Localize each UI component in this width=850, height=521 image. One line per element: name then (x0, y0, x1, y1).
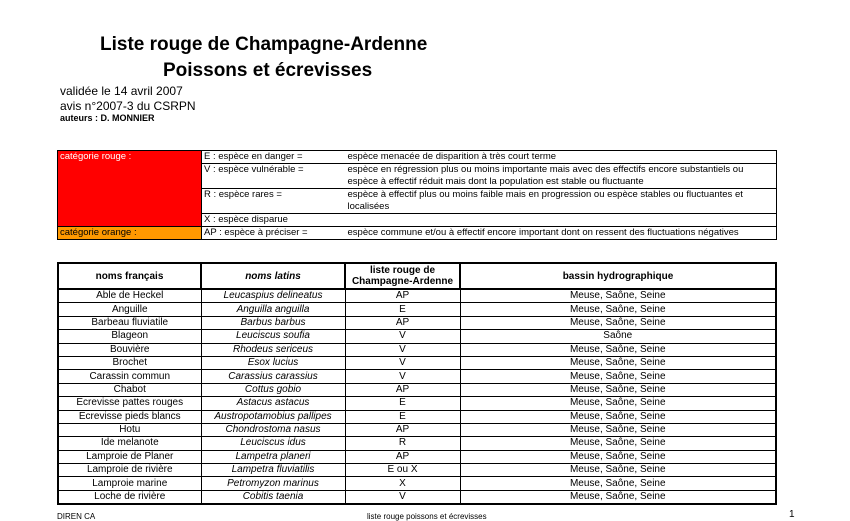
latin-name-cell: Lampetra planeri (201, 450, 345, 463)
basin-cell: Meuse, Saône, Seine (460, 437, 776, 450)
french-name-cell: Anguille (58, 303, 201, 316)
legend-code: X : espèce disparue (202, 214, 346, 227)
french-name-cell: Lamproie de Planer (58, 450, 201, 463)
header-basin: bassin hydrographique (460, 263, 776, 289)
red-list-cell: AP (345, 383, 460, 396)
latin-name-cell: Austropotamobius pallipes (201, 410, 345, 423)
category-legend (57, 150, 777, 240)
legend-row (58, 151, 777, 164)
basin-cell: Meuse, Saône, Seine (460, 450, 776, 463)
table-row (58, 370, 776, 383)
legend-description: espèce à effectif plus ou moins faible mais en progression ou espèce stables ou fluctuantes et localisées (346, 189, 777, 214)
french-name-cell: Lamproie de rivière (58, 464, 201, 477)
header-french-name: noms français (58, 263, 201, 289)
page-number: 1 (789, 509, 795, 520)
red-list-cell: V (345, 330, 460, 343)
french-name-cell: Hotu (58, 423, 201, 436)
french-name-cell: Blageon (58, 330, 201, 343)
table-row (58, 450, 776, 463)
red-list-cell: AP (345, 450, 460, 463)
red-list-cell: E ou X (345, 464, 460, 477)
french-name-cell: Able de Heckel (58, 289, 201, 303)
basin-cell: Meuse, Saône, Seine (460, 356, 776, 369)
legend-code: AP : espèce à préciser = (202, 227, 346, 240)
red-list-cell: V (345, 356, 460, 369)
species-table (57, 262, 777, 505)
header-red-list: liste rouge de Champagne-Ardenne (345, 263, 460, 289)
footer-left: DIREN CA (57, 512, 96, 521)
french-name-cell: Carassin commun (58, 370, 201, 383)
basin-cell: Meuse, Saône, Seine (460, 423, 776, 436)
red-list-cell: E (345, 397, 460, 410)
basin-cell: Meuse, Saône, Seine (460, 410, 776, 423)
red-list-cell: V (345, 343, 460, 356)
latin-name-cell: Cobitis taenia (201, 490, 345, 504)
red-list-cell: AP (345, 289, 460, 303)
validation-date: validée le 14 avril 2007 (60, 84, 183, 98)
table-row (58, 303, 776, 316)
document-title: Liste rouge de Champagne-Ardenne (100, 34, 428, 55)
latin-name-cell: Lampetra fluviatilis (201, 464, 345, 477)
latin-name-cell: Cottus gobio (201, 383, 345, 396)
latin-name-cell: Chondrostoma nasus (201, 423, 345, 436)
table-row (58, 330, 776, 343)
table-row (58, 356, 776, 369)
basin-cell: Meuse, Saône, Seine (460, 343, 776, 356)
basin-cell: Meuse, Saône, Seine (460, 370, 776, 383)
csrpn-avis: avis n°2007-3 du CSRPN (60, 99, 196, 113)
table-header-row (58, 263, 776, 289)
french-name-cell: Ecrevisse pieds blancs (58, 410, 201, 423)
table-row (58, 289, 776, 303)
red-list-cell: R (345, 437, 460, 450)
red-list-cell: AP (345, 316, 460, 329)
latin-name-cell: Leuciscus idus (201, 437, 345, 450)
latin-name-cell: Anguilla anguilla (201, 303, 345, 316)
table-row (58, 397, 776, 410)
latin-name-cell: Leucaspius delineatus (201, 289, 345, 303)
latin-name-cell: Barbus barbus (201, 316, 345, 329)
category-orange-label: catégorie orange : (58, 227, 202, 240)
basin-cell: Meuse, Saône, Seine (460, 464, 776, 477)
authors: auteurs : D. MONNIER (60, 113, 155, 123)
legend-description: espèce en régression plus ou moins importante mais avec des effectifs encore substantiels ou espèce à effectif réduit mais dont la population est stable ou fluctuante (346, 164, 777, 189)
legend-description (346, 214, 777, 227)
basin-cell: Meuse, Saône, Seine (460, 316, 776, 329)
basin-cell: Meuse, Saône, Seine (460, 477, 776, 490)
table-row (58, 437, 776, 450)
french-name-cell: Loche de rivière (58, 490, 201, 504)
table-row (58, 343, 776, 356)
french-name-cell: Lamproie marine (58, 477, 201, 490)
french-name-cell: Ecrevisse pattes rouges (58, 397, 201, 410)
latin-name-cell: Petromyzon marinus (201, 477, 345, 490)
red-list-cell: E (345, 410, 460, 423)
table-row (58, 410, 776, 423)
document-subtitle: Poissons et écrevisses (163, 60, 373, 81)
basin-cell: Meuse, Saône, Seine (460, 289, 776, 303)
basin-cell: Meuse, Saône, Seine (460, 383, 776, 396)
french-name-cell: Barbeau fluviatile (58, 316, 201, 329)
legend-row (58, 227, 777, 240)
basin-cell: Meuse, Saône, Seine (460, 303, 776, 316)
french-name-cell: Ide melanote (58, 437, 201, 450)
french-name-cell: Bouvière (58, 343, 201, 356)
red-list-cell: X (345, 477, 460, 490)
table-row (58, 477, 776, 490)
footer-center: liste rouge poissons et écrevisses (367, 512, 487, 521)
red-list-cell: V (345, 370, 460, 383)
table-row (58, 464, 776, 477)
basin-cell: Saône (460, 330, 776, 343)
latin-name-cell: Esox lucius (201, 356, 345, 369)
latin-name-cell: Leuciscus soufia (201, 330, 345, 343)
latin-name-cell: Rhodeus sericeus (201, 343, 345, 356)
table-row (58, 383, 776, 396)
legend-description: espèce commune et/ou à effectif encore important dont on ressent des fluctuations négatives (346, 227, 777, 240)
red-list-cell: E (345, 303, 460, 316)
latin-name-cell: Astacus astacus (201, 397, 345, 410)
legend-code: R : espèce rares = (202, 189, 346, 214)
table-row (58, 423, 776, 436)
latin-name-cell: Carassius carassius (201, 370, 345, 383)
basin-cell: Meuse, Saône, Seine (460, 397, 776, 410)
table-row (58, 490, 776, 504)
red-list-cell: AP (345, 423, 460, 436)
basin-cell: Meuse, Saône, Seine (460, 490, 776, 504)
header-latin-name: noms latins (201, 263, 345, 289)
french-name-cell: Chabot (58, 383, 201, 396)
legend-description: espèce menacée de disparition à très court terme (346, 151, 777, 164)
legend-code: E : espèce en danger = (202, 151, 346, 164)
french-name-cell: Brochet (58, 356, 201, 369)
red-list-cell: V (345, 490, 460, 504)
category-red-label: catégorie rouge : (58, 151, 202, 227)
table-row (58, 316, 776, 329)
legend-code: V : espèce vulnérable = (202, 164, 346, 189)
